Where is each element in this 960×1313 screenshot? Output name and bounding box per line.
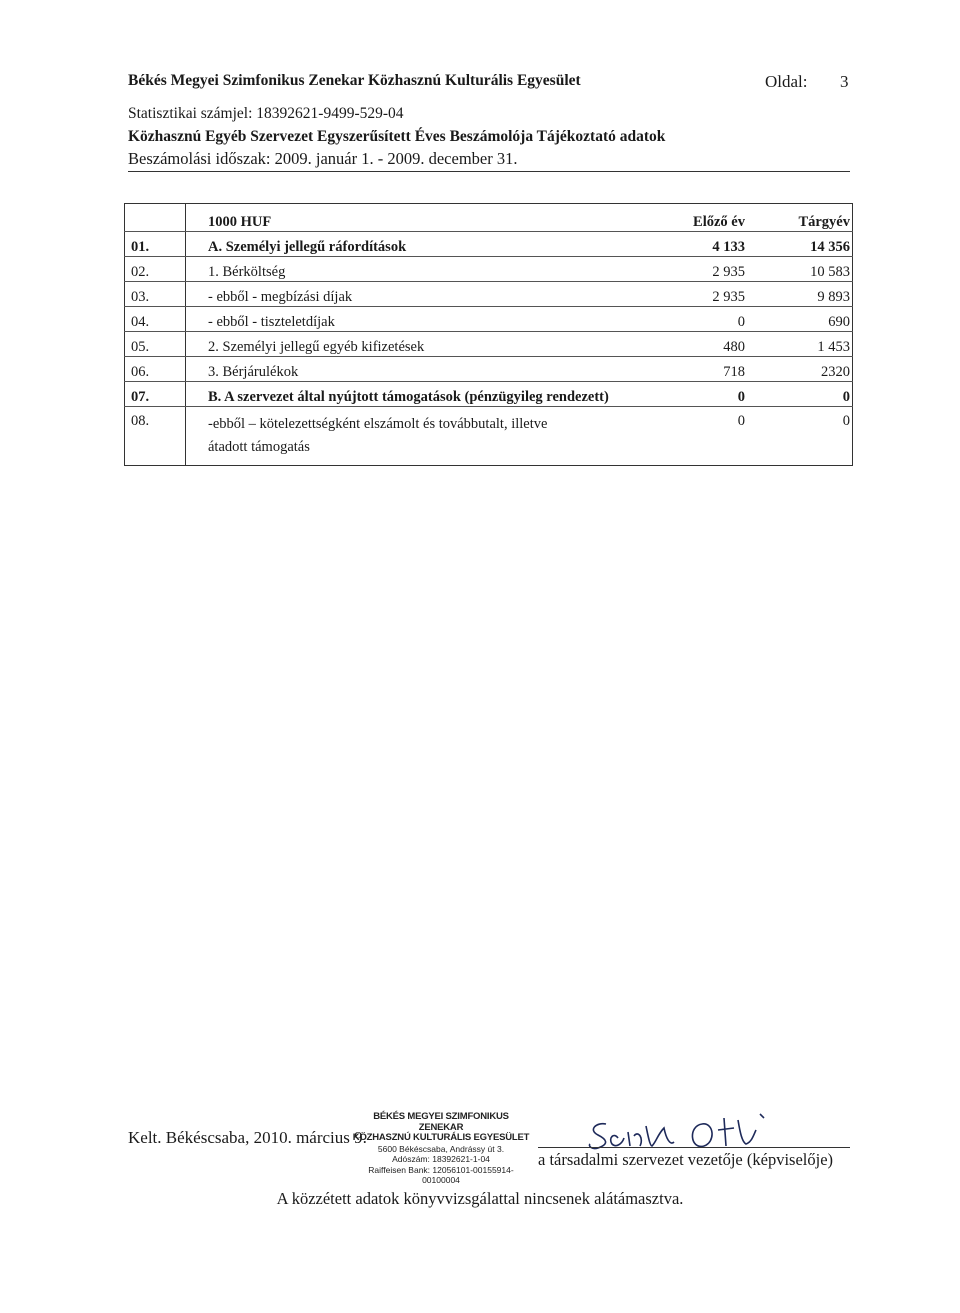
row-code: 02.	[125, 257, 186, 282]
row-code: 06.	[125, 357, 186, 382]
financial-table	[124, 203, 853, 466]
row-curr-value: 14 356	[753, 232, 853, 257]
date-location-line: Kelt. Békéscsaba, 2010. március 9.	[128, 1128, 367, 1147]
footer-note: A közzétett adatok könyvvizsgálattal nincsenek alátámasztva.	[276, 1189, 684, 1208]
stamp-line-5: Raiffeisen Bank: 12056101-00155914-00100004	[368, 1164, 514, 1185]
row-label	[186, 407, 628, 466]
row-prev-value: 718	[627, 357, 753, 382]
unit-label: 1000 HUF	[186, 204, 628, 232]
signer-title: a társadalmi szervezet vezetője (képviselője)	[538, 1150, 834, 1169]
row-code: 05.	[125, 332, 186, 357]
row-label: - ebből - megbízási díjak	[186, 282, 628, 307]
row-code: 04.	[125, 307, 186, 332]
row-code: 08.	[125, 407, 186, 466]
statistical-id: Statisztikai számjel: 18392621-9499-529-04	[128, 105, 404, 122]
col-prev-header: Előző év	[627, 204, 753, 232]
row-prev-value: 0	[737, 413, 745, 429]
table-row	[125, 332, 853, 357]
row-code: 07.	[125, 382, 186, 407]
row-prev-value: 2 935	[627, 282, 753, 307]
organization-name: Békés Megyei Szimfonikus Zenekar Közhasznú Kulturális Egyesület	[128, 72, 581, 89]
row-prev-value: 0	[627, 307, 753, 332]
row-curr-value: 0	[842, 413, 850, 429]
table-row	[125, 232, 853, 257]
row-label: 2. Személyi jellegű egyéb kifizetések	[186, 332, 628, 357]
row-label: 1. Bérköltség	[186, 257, 628, 282]
stamp-line-4: Adószám: 18392621-1-04	[392, 1154, 490, 1164]
row-curr-value: 690	[753, 307, 853, 332]
table-row	[125, 282, 853, 307]
row-prev-value: 2 935	[627, 257, 753, 282]
row-curr-value: 0	[753, 382, 853, 407]
row-code: 03.	[125, 282, 186, 307]
row-label: A. Személyi jellegű ráfordítások	[186, 232, 628, 257]
row-prev-value: 0	[627, 382, 753, 407]
stamp-line-3: 5600 Békéscsaba, Andrássy út 3.	[377, 1143, 505, 1154]
row-label-line2: átadott támogatás	[208, 439, 310, 455]
page-number: 3	[840, 72, 849, 91]
table-header-row	[125, 204, 853, 232]
row-curr-value: 2320	[753, 357, 853, 382]
table-row	[125, 357, 853, 382]
row-curr-value: 9 893	[753, 282, 853, 307]
table-row	[125, 307, 853, 332]
row-prev-value: 480	[627, 332, 753, 357]
stamp-line-1: BÉKÉS MEGYEI SZIMFONIKUS ZENEKAR	[373, 1111, 509, 1133]
header-code-cell	[125, 204, 186, 232]
col-curr-header: Tárgyév	[753, 204, 853, 232]
page-label: Oldal:	[765, 72, 808, 91]
row-curr-value: 10 583	[753, 257, 853, 282]
table-row	[125, 407, 853, 466]
row-label-line1: -ebből – kötelezettségként elszámolt és továbbutalt, illetve	[208, 416, 548, 432]
header-divider	[128, 171, 850, 172]
row-code: 01.	[125, 232, 186, 257]
row-label: - ebből - tiszteletdíjak	[186, 307, 628, 332]
signature-line	[538, 1147, 850, 1148]
stamp-line-2: KÖZHASZNÚ KULTURÁLIS EGYESÜLET	[352, 1132, 530, 1143]
report-title: Közhasznú Egyéb Szervezet Egyszerűsített Éves Beszámolója Tájékoztató adatok	[128, 128, 666, 145]
row-label: B. A szervezet által nyújtott támogatások (pénzügyileg rendezett)	[186, 382, 628, 407]
reporting-period: Beszámolási időszak: 2009. január 1. - 2009. december 31.	[128, 149, 518, 168]
table-row	[125, 382, 853, 407]
table-row	[125, 257, 853, 282]
row-label: 3. Bérjárulékok	[186, 357, 628, 382]
row-prev-value: 4 133	[627, 232, 753, 257]
organization-stamp	[352, 1112, 530, 1186]
row-curr-value: 1 453	[753, 332, 853, 357]
